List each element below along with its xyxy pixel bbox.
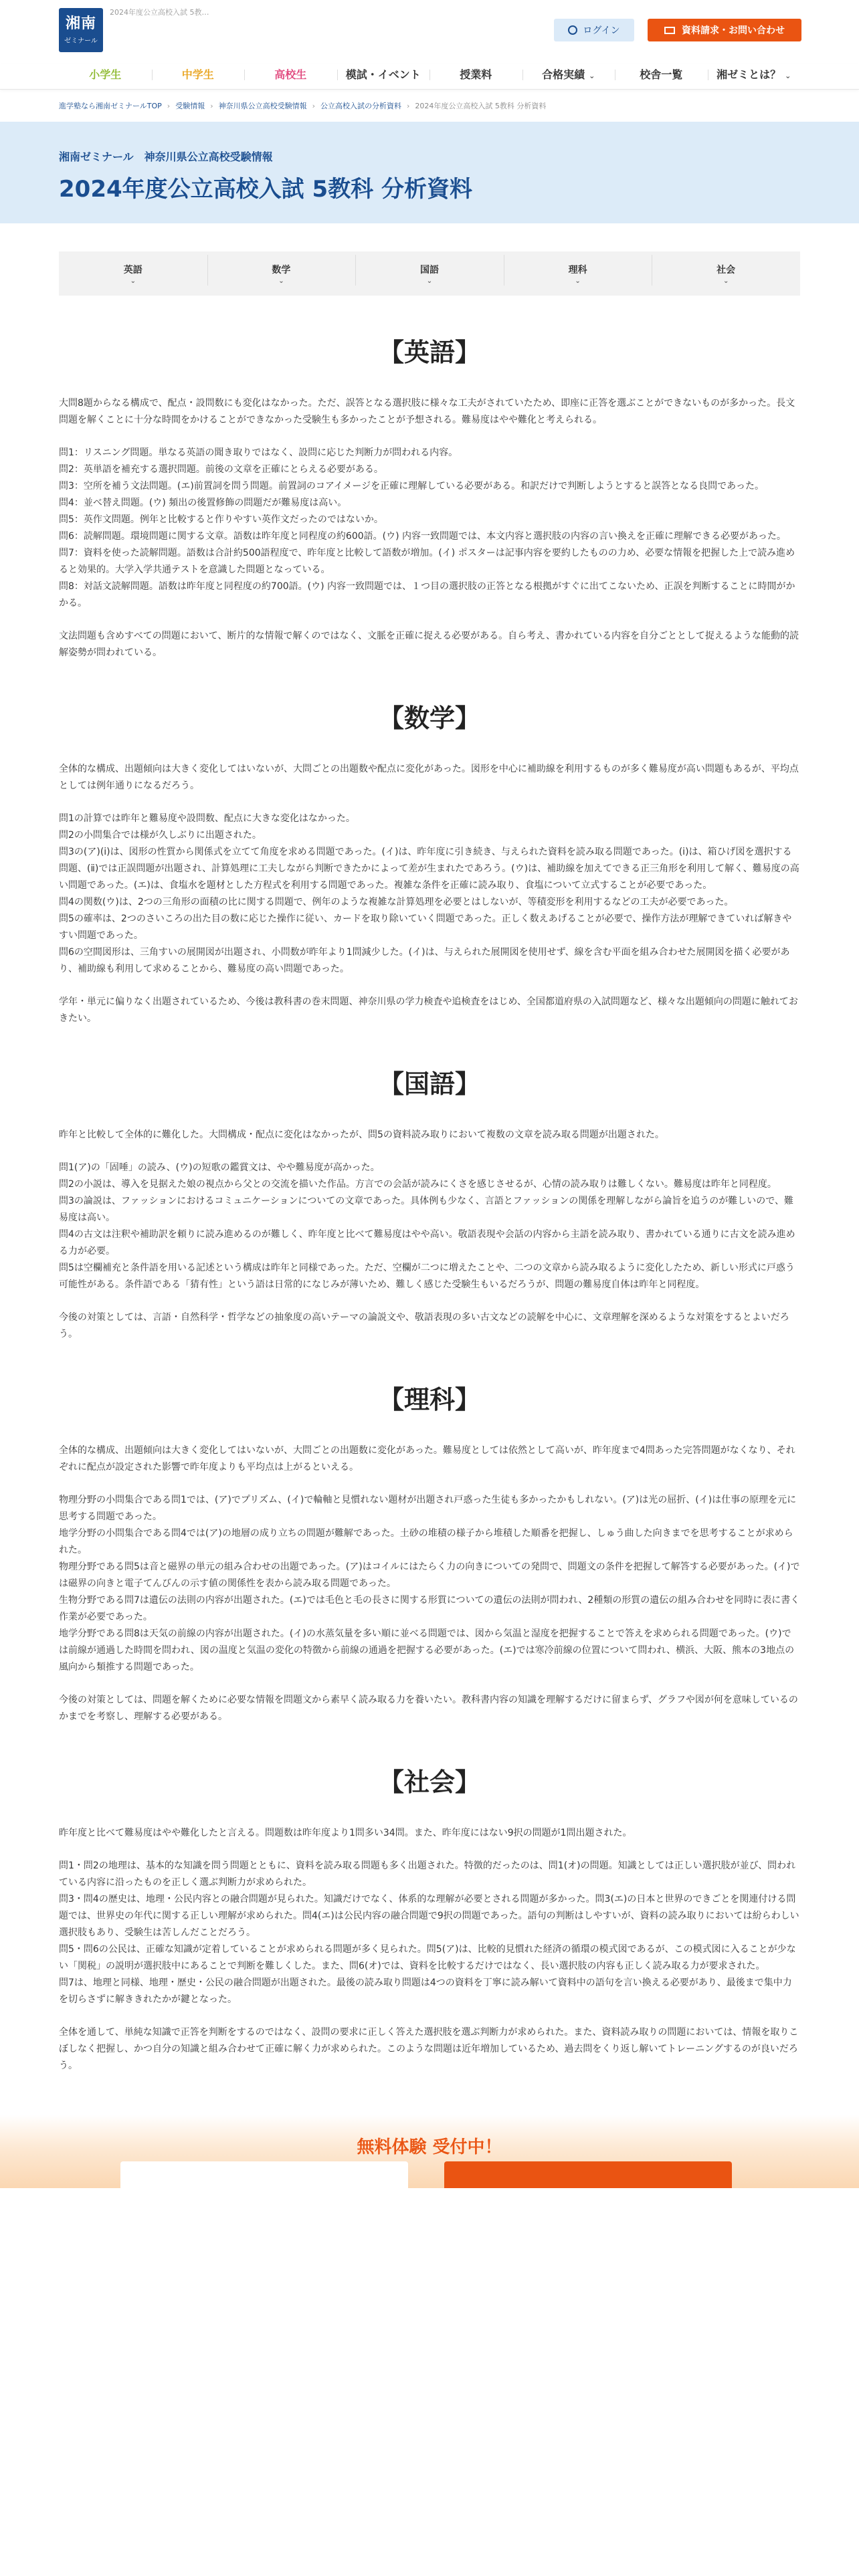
logo-line1: 湘南 [65, 15, 96, 32]
login-button[interactable] [554, 19, 634, 41]
nav-item-label: 校舎一覧 [640, 68, 683, 81]
header-tagline: 2024年度公立高校入試 5教… [110, 8, 209, 17]
section-intro: 大問8題からなる構成で、配点・設問数にも変化はなかった。ただ、誤答となる選択肢に様々な工夫がされていたため、即座に正答を選ぶことができないものが多かった。長文問題を解くことに十分な時間をかけることができなかった受験生も多かったことが予想される。難易度はやや難化と考えられる。 [59, 398, 795, 425]
section-item-list [59, 1858, 800, 2008]
nav-item-label: 授業料 [460, 68, 492, 81]
subject-tab-label: 国語 [419, 264, 439, 276]
breadcrumb-separator-icon: › [210, 101, 213, 110]
chevron-down-icon: ⌄ [589, 72, 595, 80]
subject-section [59, 1725, 800, 2074]
section-summary: 今後の対策としては、問題を解くために必要な情報を問題文から素早く読み取る力を養いたい。教科書内容の知識を理解するだけに留まらず、グラフや図が何を意味しているのかまでを考察し、理解する必要がある。 [59, 1695, 798, 1722]
nav-item[interactable] [152, 64, 245, 89]
subject-tab-label: 数学 [272, 264, 291, 276]
subject-tab[interactable] [207, 263, 356, 285]
section-item: 地学分野の小問集合である問4では(ア)の地層の成り立ちの問題が難解であった。土砂の堆積の様子から堆積した順番を把握し、しゅう曲した向きまでを思考することが求められた。 [59, 1528, 793, 1555]
section-item: 物理分野である問5は音と磁界の単元の組み合わせの出題であった。(ア)はコイルにはたらく力の向きについての発問で、問題文の条件を把握して解答する必要があった。(イ)では磁界の向きと電子てんびんの示す値の関係性を表から読み取る問題であった。 [59, 1562, 800, 1589]
section-item: 問4：並べ替え問題。(ウ) 頻出の後置修飾の問題だが難易度は高い。 [59, 498, 347, 508]
section-item: 問1：リスニング問題。単なる英語の聞き取りではなく、設問に応じた判断力が問われる内容。 [59, 447, 458, 458]
breadcrumb-link[interactable]: 神奈川県公立高校受験情報 [218, 102, 307, 110]
page-hero [0, 122, 859, 223]
section-item: 問2の小説は、導入を見据えた娘の視点から父との交流を描いた作品。方言での会話が読みにくさを感じさせるが、心情の読み取りは難しくない。難易度は昨年と同程度。 [59, 1179, 777, 1190]
nav-item[interactable] [244, 64, 337, 89]
login-label: ログイン [583, 25, 620, 36]
subject-tab-label: 社会 [717, 264, 736, 276]
section-item: 問2の小問集合では様が久しぶりに出題された。 [59, 830, 262, 841]
subject-tab[interactable] [652, 263, 800, 285]
nav-item-label: 高校生 [274, 68, 307, 81]
chevron-down-icon: ⌄ [426, 277, 433, 285]
section-intro: 昨年度と比べて難易度はやや難化したと言える。問題数は昨年度より1問多い34問。また、昨年度にはない9択の問題が1問出題された。 [59, 1828, 632, 1838]
section-summary: 学年・単元に偏りなく出題されているため、今後は教科書の巻末問題、神奈川県の学力検査や追検査をはじめ、全国都道府県の入試問題など、様々な出題傾向の問題に触れておきたい。 [59, 996, 798, 1024]
chevron-down-icon: ⌄ [785, 72, 791, 80]
section-item: 問5・問6の公民は、正確な知識が定着していることが求められる問題が多く見られた。問5(ア)は、比較的見慣れた経済の循環の模式図であるが、この模式図に入ることが少ない「関税」の説明が選択肢中にあることで判断を難しくした。また、問6(オ)では、資料を比較するだけではなく、長い選択肢の内容も正しく読み取る力が要求された。 [59, 1944, 796, 1971]
breadcrumb-separator-icon: › [167, 101, 171, 110]
section-title: 【理科】 [378, 1385, 480, 1414]
section-item: 問5の確率は、2つのさいころの出た目の数に応じた操作に従い、カードを取り除いていく問題であった。正しく数えあげることが必要で、操作方法が理解できていれば解きやすい問題であった。 [59, 914, 792, 941]
section-item: 問1・問2の地理は、基本的な知識を問う問題とともに、資料を読み取る問題も多く出題された。特徴的だったのは、問1(オ)の問題。知識としては正しい選択肢が並び、問われている内容に沿ったものを正しく選ぶ判断力が求められた。 [59, 1860, 796, 1888]
section-item-list [59, 1160, 800, 1293]
section-item: 問2：英単語を補充する選択問題。前後の文章を正確にとらえる必要がある。 [59, 464, 383, 475]
nav-item[interactable] [615, 64, 708, 89]
section-item: 問6の空間図形は、三角すいの展開図が出題され、小問数が昨年より1問減少した。(イ)は、与えられた展開図を使用せず、線を含む平面を組み合わせた展開図を描く必要があり、補助線も利用して求めることから、難易度の高い問題であった。 [59, 947, 790, 974]
subject-tab[interactable] [355, 263, 504, 285]
page-title: 2024年度公立高校入試 5教科 分析資料 [59, 176, 472, 203]
section-item: 問4の古文は注釈や補助訳を頼りに読み進めるのが難しく、昨年度と比べて難易度はやや高い。敬語表現や会話の内容から主語を読み取り、書かれている通りに古文を読み進める力が必要。 [59, 1229, 795, 1257]
section-item-list [59, 811, 800, 978]
section-item: 問3：空所を補う文法問題。(エ)前置詞を問う問題。前置詞のコアイメージを正確に理解している必要がある。和訳だけで判断しようとすると誤答となる良問であった。 [59, 481, 765, 492]
section-summary: 全体を通して、単純な知識で正答を判断をするのではなく、設問の要求に正しく答えた選択肢を選ぶ判断力が求められた。また、資料読み取りの問題においては、情報を取りこぼしなく把握し、かつ自分の知識と組み合わせて正確に解く力が求められた。このような問題は近年増加しているため、過去問をくり返し解いてトレーニングするのが良いだろう。 [59, 2027, 799, 2071]
section-item: 問8：対話文読解問題。語数は昨年度と同程度の約700語。(ウ) 内容一致問題では、１つ目の選択肢の正答となる根拠がすぐに出てこないため、正誤を判断することに時間がかかる。 [59, 581, 795, 609]
nav-item[interactable] [522, 64, 615, 89]
subject-tab-label: 理科 [568, 264, 587, 276]
section-item: 問7：資料を使った読解問題。語数は合計約500語程度で、昨年度と比較して語数が増加。(イ) ポスターは記事内容を要約したものの力め、必要な情報を把握した上で読み進めると効果的。大学入学共通テストを意識した問題となっている。 [59, 548, 795, 575]
main-nav [0, 64, 859, 90]
breadcrumb-link[interactable]: 公立高校入試の分析資料 [320, 102, 402, 110]
site-logo[interactable] [59, 8, 103, 52]
section-item: 問3の論説は、ファッションにおけるコミュニケーションについての文章であった。具体例も少なく、言語とファッションの関係を理解しながら論旨を追うのが難しいので、難易度は高い。 [59, 1196, 793, 1223]
trial-button-right[interactable] [444, 2161, 732, 2188]
request-info-button[interactable] [648, 19, 801, 41]
section-title: 【社会】 [378, 1767, 480, 1797]
nav-item-label: 湘ゼミとは？ [717, 68, 781, 81]
section-item: 地学分野である問8は天気の前線の内容が出題された。(イ)の水蒸気量を多い順に並べる問題では、図から気温と湿度を把握することで答えを求められる問題であった。(ウ)では前線が通過した時間を問われ、図の温度と気温の変化の特徴から前線の通過を把握する必要があった。(エ)では寒冷前線の位置について問われ、横浜、大阪、熊本の3地点の風向から類推する問題であった。 [59, 1628, 795, 1673]
nav-item[interactable] [59, 64, 152, 89]
section-item-list [59, 1492, 800, 1676]
section-intro: 昨年と比較して全体的に難化した。大問構成・配点に変化はなかったが、問5の資料読み取りにおいて複数の文章を読み取る問題が出題された。 [59, 1130, 664, 1140]
breadcrumb-link[interactable]: 進学塾なら湘南ゼミナールTOP [59, 102, 162, 110]
section-item: 問7は、地理と同様、地理・歴史・公民の融合問題が出題された。最後の読み取り問題は4つの資料を丁寧に読み解いて資料中の語句を言い換える必要があり、最後まで集中力を切らさずに解ききれたかが鍵となった。 [59, 1977, 792, 2005]
chevron-down-icon: ⌄ [278, 277, 284, 285]
subject-tab[interactable] [504, 263, 652, 285]
breadcrumb [0, 90, 859, 122]
section-item: 問1(ア)の「固唾」の読み、(ウ)の短歌の鑑賞文は、やや難易度が高かった。 [59, 1162, 380, 1173]
site-header [0, 0, 859, 64]
nav-item-label: 小学生 [89, 68, 122, 81]
nav-item[interactable] [430, 64, 522, 89]
nav-item-label: 中学生 [181, 68, 214, 81]
subject-section [59, 296, 800, 661]
breadcrumb-separator-icon: › [407, 101, 410, 110]
section-title: 【数学】 [378, 704, 480, 733]
section-title: 【国語】 [378, 1069, 480, 1099]
envelope-icon [664, 27, 675, 34]
breadcrumb-current: 2024年度公立高校入試 5教科 分析資料 [415, 102, 547, 110]
nav-item[interactable] [337, 64, 430, 89]
breadcrumb-link[interactable]: 受験情報 [175, 102, 205, 110]
section-summary: 文法問題も含めすべての問題において、断片的な情報で解くのではなく、文脈を正確に捉える必要がある。自ら考え、書かれている内容を自分ごととして捉えるような能動的読解姿勢が問われている。 [59, 631, 799, 658]
section-item: 問3の(ア)(ⅰ)は、図形の性質から関係式を立てて角度を求める問題であった。(イ)は、昨年度に引き続き、与えられた資料を読み取る問題であった。(ⅰ)は、箱ひげ図を選択する問題、(ⅱ)では正誤問題が出題され、計算処理に工夫しながら判断できたかによって差が生まれたであろう。(ウ)は、補助線を加えてできる正三角形を利用して解く、難易度の高い問題であった。(エ)は、食塩水を題材とした方程式を利用する問題であった。複雑な条件を正確に読み取り、食塩について立式することが必要であった。 [59, 847, 799, 891]
section-item: 問5は空欄補充と条件語を用いる記述という構成は昨年と同様であった。ただ、空欄が二つに増えたことや、二つの文章から読み取るように変化したため、新しい形式に戸惑う可能性がある。条件語である「猜有性」という語は日常的になじみが薄いため、難しく感じた受験生もいるだろうが、問題の難易度自体は昨年と同程度。 [59, 1263, 795, 1290]
section-item-list [59, 445, 800, 612]
section-item: 問1の計算では昨年と難易度や設問数、配点に大きな変化はなかった。 [59, 813, 355, 824]
logo-line2: ゼミナール [64, 37, 98, 45]
section-item: 問5：英作文問題。例年と比較すると作りやすい英作文だったのではないか。 [59, 514, 383, 525]
breadcrumb-separator-icon: › [312, 101, 316, 110]
section-summary: 今後の対策としては、言語・自然科学・哲学などの抽象度の高いテーマの論説文や、敬語表現の多い古文などの読解を中心に、文章理解を深めるような対策をするとよいだろう。 [59, 1312, 789, 1339]
section-item: 問4の関数(ウ)は、2つの三角形の面積の比に関する問題で、例年のような複雑な計算処理を必要とはしないが、等積変形を利用するなどの工夫が必要であった。 [59, 897, 734, 907]
subject-section [59, 1027, 800, 1343]
section-title: 【英語】 [378, 338, 480, 367]
subject-tab[interactable] [59, 263, 207, 285]
subject-section [59, 1343, 800, 1725]
chevron-down-icon: ⌄ [130, 277, 136, 285]
nav-item-label: 模試・イベント [345, 68, 421, 81]
nav-item[interactable] [708, 64, 801, 89]
chevron-down-icon: ⌄ [723, 277, 729, 285]
section-intro: 全体的な構成、出題傾向は大きく変化してはいないが、大問ごとの出題数や配点に変化があった。図形を中心に補助線を利用するものが多く難易度が高い問題もあるが、平均点としては例年通りになるだろう。 [59, 764, 799, 791]
free-trial-title: 無料体験 受付中！ [357, 2137, 502, 2157]
subject-section [59, 661, 800, 1027]
person-icon [568, 25, 577, 35]
chevron-down-icon: ⌄ [575, 277, 581, 285]
section-item: 問3・問4の歴史は、地理・公民内容との融合問題が見られた。知識だけでなく、体系的な理解が必要とされる問題が多かった。問3(エ)の日本と世界のできごとを関連付ける問題では、世界史の年代に関する正しい理解が求められた。問4(エ)は公民内容の融合問題で9択の問題であった。語句の判断はしやすいが、資料の読み取りにおいては紛らわしい選択肢もあり、受験生は苦しんだことだろう。 [59, 1894, 799, 1938]
section-item: 生物分野である問7は遺伝の法則の内容が出題された。(エ)では毛色と毛の長さに関する形質についての遺伝の法則が問われ、2種類の形質の遺伝の組み合わせを同時に表に書く作業が必要であった。 [59, 1595, 800, 1622]
section-item: 問6：読解問題。環境問題に関する文章。語数は昨年度と同程度の約600語。(ウ) 内容一致問題では、本文内容と選択肢の内容の言い換えを正確に理解できる必要があった。 [59, 531, 786, 542]
section-intro: 全体的な構成、出題傾向は大きく変化してはいないが、大問ごとの出題数に変化があった。難易度としては依然として高いが、昨年度まで4問あった完答問題がなくなり、それぞれに配点が設定された影響で昨年度よりも平均点は上がるといえる。 [59, 1445, 795, 1473]
subject-tab-label: 英語 [123, 264, 142, 276]
nav-item-label: 合格実績 [542, 68, 585, 81]
subject-tabs [59, 251, 800, 296]
trial-button-left[interactable] [120, 2161, 408, 2188]
free-trial-banner [0, 2115, 859, 2188]
page-subtitle: 湘南ゼミナール 神奈川県公立高校受験情報 [59, 150, 273, 163]
request-label: 資料請求・お問い合わせ [682, 25, 785, 36]
section-item: 物理分野の小問集合である問1では、(ア)でプリズム、(イ)で輪軸と見慣れない題材が出題され戸惑った生徒も多かったかもしれない。(ア)は光の屈折、(イ)は仕事の原理を元に思考する問題であった。 [59, 1495, 797, 1522]
